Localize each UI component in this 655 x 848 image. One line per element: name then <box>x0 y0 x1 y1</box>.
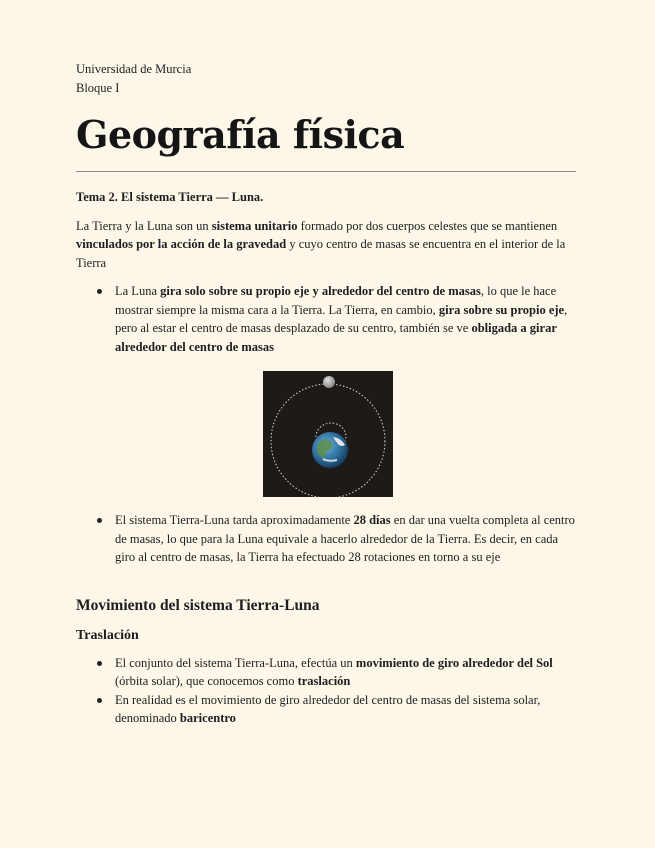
b3-bold-1: movimiento de giro alrededor del Sol <box>355 655 553 670</box>
document-body <box>76 188 580 728</box>
intro-bold-1: sistema unitario <box>211 218 298 233</box>
b1-text-1: La Luna <box>115 284 161 298</box>
list-item-barycenter <box>115 691 580 728</box>
b3-bold-2: traslación <box>297 674 351 688</box>
b1-text-3: , pero al estar el centro de masas desplazado de su centro, también se ve <box>115 302 568 335</box>
list-item-28-days <box>115 511 580 567</box>
document-header <box>76 60 191 97</box>
intro-paragraph <box>76 217 580 273</box>
bullet-list-3 <box>76 654 580 728</box>
intro-text-3: y cuyo centro de masas se encuentra en el interior de la Tierra <box>76 237 566 270</box>
bullet-list-2 <box>76 511 580 567</box>
page-title: Geografía física <box>76 112 405 157</box>
list-item-translation <box>115 654 580 691</box>
b2-text-1: El sistema Tierra-Luna tarda aproximadamente <box>115 513 354 527</box>
b4-text-1: En realidad es el movimiento de giro alrededor del centro de masas del sistema solar, denominado <box>115 692 541 725</box>
intro-text-1: La Tierra y la Luna son un <box>76 218 212 233</box>
b4-bold-1: baricentro <box>179 711 236 725</box>
b2-text-2: en dar una vuelta completa al centro de masas, lo que para la Luna equivale a hacerlo alrededor de la Tierra. Es decir, en cada giro al centro de masas, la Tierra ha efectuado 28 rotaciones en torno a su eje <box>115 513 575 564</box>
b3-text-1: El conjunto del sistema Tierra-Luna, efectúa un <box>115 655 356 670</box>
topic-heading: Tema 2. El sistema Tierra — Luna. <box>76 190 264 204</box>
orbit-illustration <box>263 371 393 497</box>
b1-bold-2: gira sobre su propio eje <box>438 302 565 317</box>
b2-bold-1: 28 días <box>353 513 391 527</box>
earth-moon-orbit-figure <box>263 371 393 497</box>
title-divider <box>76 171 576 172</box>
university-name: Universidad de Murcia <box>76 62 192 76</box>
section-heading: Movimiento del sistema Tierra-Luna <box>76 596 320 614</box>
b1-bold-3: obligada a girar alrededor del centro de masas <box>115 321 557 354</box>
intro-bold-2: vinculados por la acción de la gravedad <box>76 237 287 251</box>
subsection-heading: Traslación <box>76 628 139 643</box>
b1-bold-1: gira solo sobre su propio eje y alrededor del centro de masas <box>160 284 481 298</box>
b3-text-2: (órbita solar), que conocemos como <box>115 674 298 688</box>
b1-text-2: , lo que le hace mostrar siempre la misma cara a la Tierra. La Tierra, en cambio, <box>115 284 557 317</box>
block-label: Bloque I <box>76 80 120 95</box>
intro-text-2: formado por dos cuerpos celestes que se mantienen <box>297 218 558 233</box>
bullet-list-1 <box>76 282 580 356</box>
list-item-moon-rotation <box>115 282 580 356</box>
moon-icon <box>323 376 335 388</box>
